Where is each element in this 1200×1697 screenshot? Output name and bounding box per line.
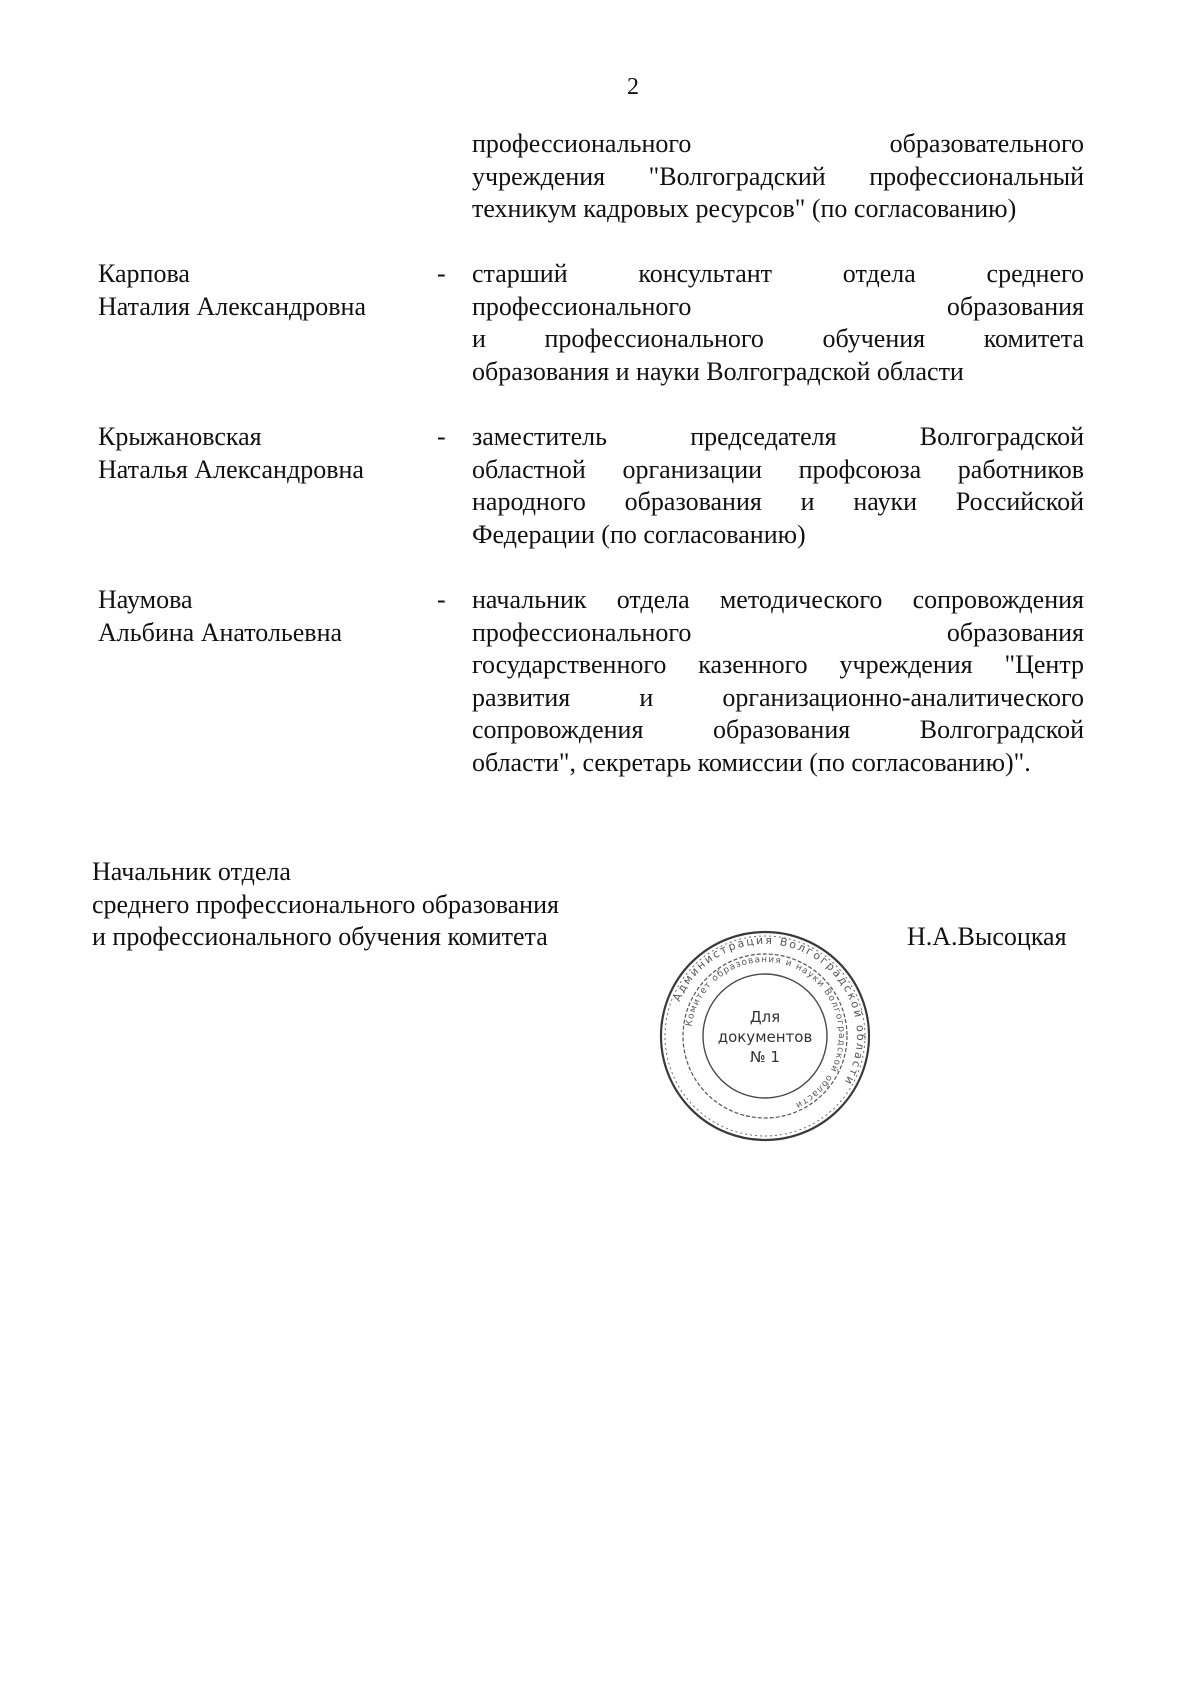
member-name <box>98 258 458 323</box>
member-dash: - <box>437 259 446 288</box>
signature-title-line: и профессионального обучения комитета <box>92 922 548 952</box>
text-line: сопровождения образования Волгоградской <box>472 715 1084 745</box>
signature-title-line: среднего профессионального образования <box>92 889 559 919</box>
text-line: профессионального образовательного <box>472 129 1084 158</box>
text-line: старший консультант отдела среднего <box>472 259 1084 288</box>
seal-outer-text: Администрация Волгоградской области <box>670 933 868 1089</box>
text-line: техникум кадровых ресурсов" (по согласованию) <box>472 194 1017 224</box>
seal-center-line: Для <box>749 1008 781 1026</box>
text-line: профессионального образования <box>472 617 1084 647</box>
seal-center-line: документов <box>717 1028 813 1046</box>
page-number: 2 <box>627 74 639 100</box>
signature-name: Н.А.Высоцкая <box>907 922 1067 951</box>
text-line: государственного казенного учреждения "Центр <box>472 650 1084 680</box>
member-position <box>472 258 1084 388</box>
member-position <box>472 584 1084 780</box>
member-surname: Наумова <box>98 585 193 614</box>
text-line: области", секретарь комиссии (по согласованию)". <box>472 747 1031 777</box>
text-line: профессионального образования <box>472 291 1084 321</box>
member-surname: Карпова <box>98 259 190 288</box>
seal-center-line: № 1 <box>750 1048 780 1066</box>
text-line: и профессионального обучения комитета <box>472 324 1084 354</box>
member-name <box>98 421 458 486</box>
text-line: народного образования и науки Российской <box>472 487 1084 517</box>
member-given-names: Альбина Анатольевна <box>98 617 343 647</box>
member-position <box>472 421 1084 551</box>
seal-inner-text: Комитет образования и науки Волгоградской области <box>684 954 847 1111</box>
member-dash: - <box>437 422 446 451</box>
text-line: учреждения "Волгоградский профессиональный <box>472 161 1084 191</box>
member-name <box>98 584 458 649</box>
official-seal <box>655 926 875 1146</box>
text-line: заместитель председателя Волгоградской <box>472 422 1084 451</box>
member-given-names: Наталья Александровна <box>98 454 364 484</box>
member-given-names: Наталия Александровна <box>98 291 366 321</box>
text-line: образования и науки Волгоградской области <box>472 356 964 386</box>
continuation-text <box>472 128 1084 226</box>
member-surname: Крыжановская <box>98 422 262 451</box>
text-line: начальник отдела методического сопровождения <box>472 585 1084 614</box>
text-line: областной организации профсоюза работников <box>472 454 1084 484</box>
member-dash: - <box>437 585 446 614</box>
text-line: развития и организационно-аналитического <box>472 682 1084 712</box>
signature-title-line: Начальник отдела <box>92 857 291 886</box>
signature-title <box>92 856 559 954</box>
text-line: Федерации (по согласованию) <box>472 519 806 549</box>
